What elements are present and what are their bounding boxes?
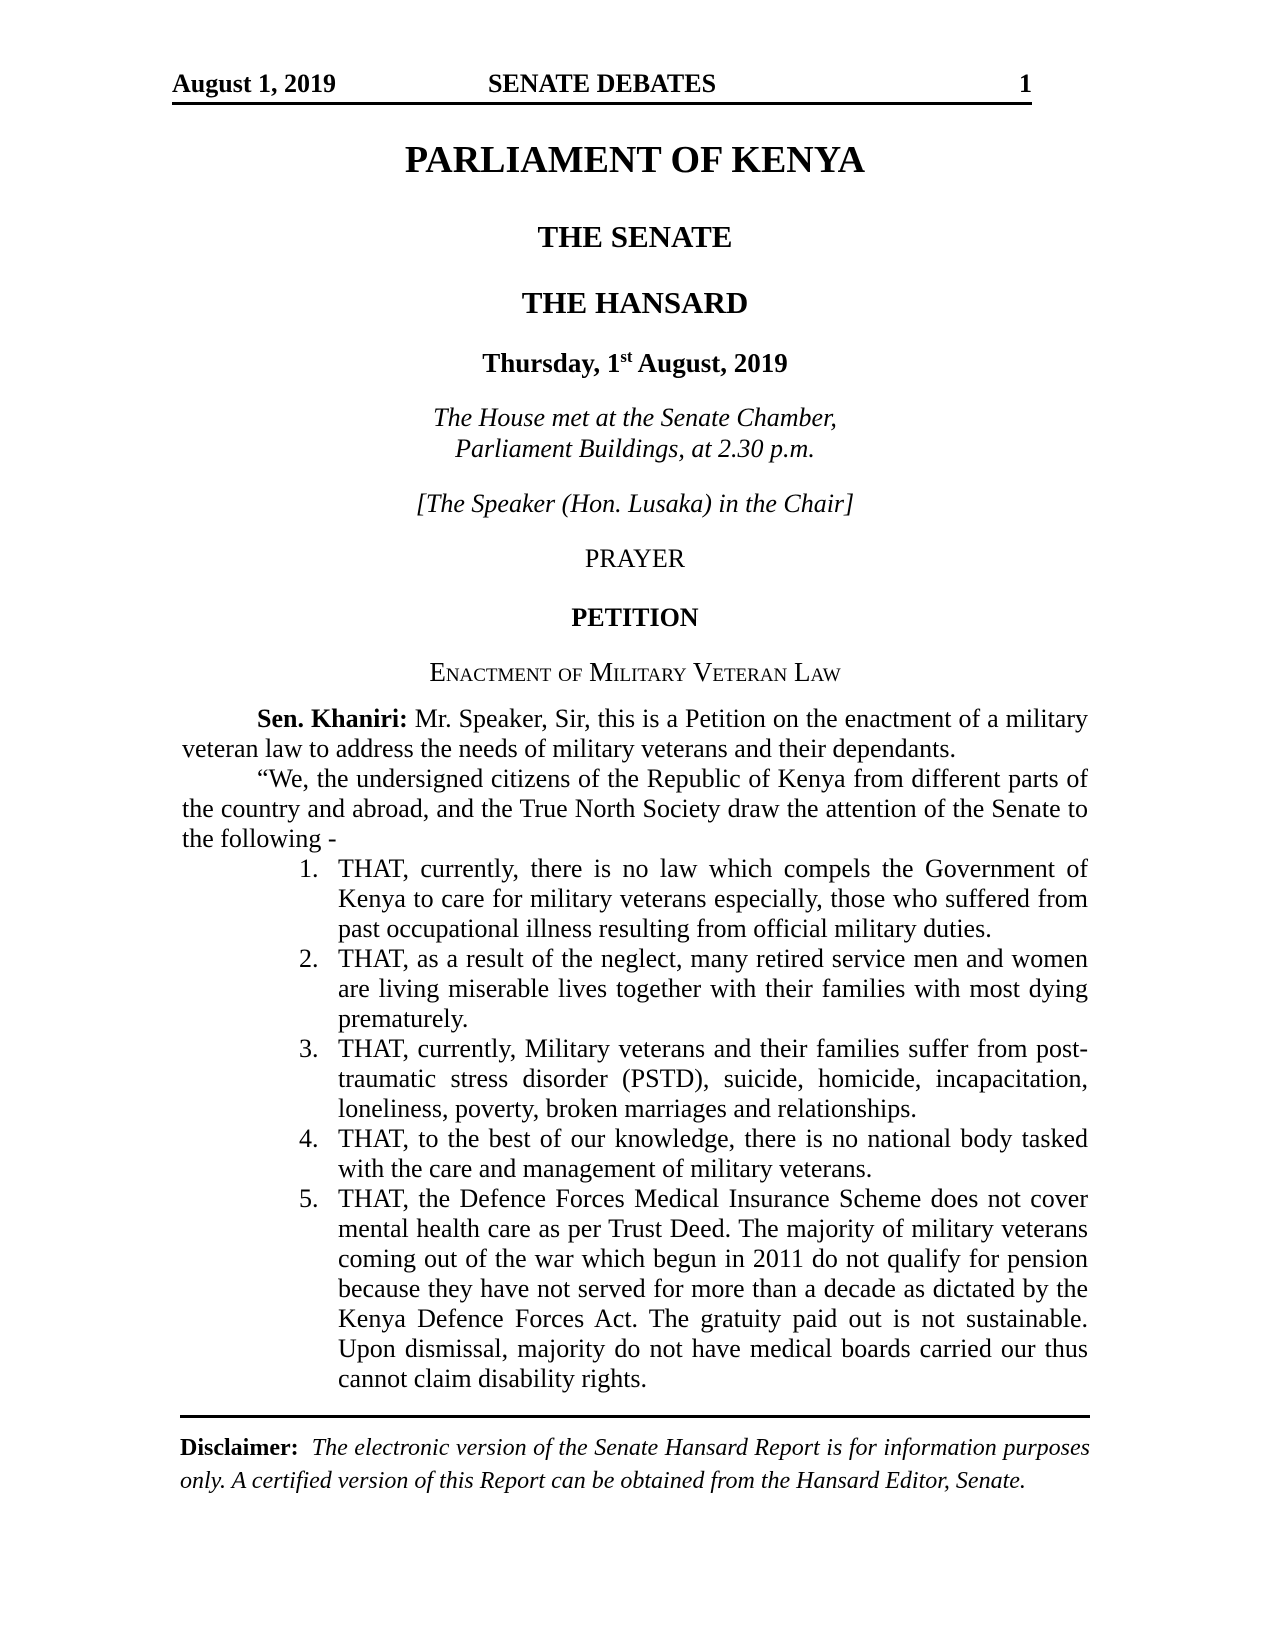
sitting-date xyxy=(182,346,1088,380)
sitting-date-ordinal: st xyxy=(620,347,633,366)
petition-item xyxy=(182,1034,1088,1124)
petition-item-number: 1. xyxy=(299,854,319,883)
petition-item xyxy=(182,854,1088,944)
header-date: August 1, 2019 xyxy=(172,69,336,98)
house-met-note xyxy=(182,402,1088,464)
petition-item xyxy=(182,944,1088,1034)
disclaimer-paragraph xyxy=(180,1432,1090,1498)
title-the-hansard: THE HANSARD xyxy=(521,285,749,320)
petition-item-number: 3. xyxy=(299,1034,319,1063)
disclaimer-label: Disclaimer: xyxy=(180,1435,299,1461)
disclaimer-text: The electronic version of the Senate Hansard Report is for information purposes only. A certified version of this Report can be obtained from the Hansard Editor, Senate. xyxy=(180,1435,1091,1494)
petition-item-text: THAT, as a result of the neglect, many retired service men and women are living miserable lives together with their families with most dying prematurely. xyxy=(338,944,1088,1033)
speaker-in-chair-note: [The Speaker (Hon. Lusaka) in the Chair] xyxy=(415,489,855,518)
section-heading-prayer: PRAYER xyxy=(584,544,686,573)
petition-item-text: THAT, currently, Military veterans and their families suffer from post-traumatic stress disorder (PSTD), suicide, homicide, incapacitation, loneliness, poverty, broken marriages and relationships. xyxy=(338,1034,1088,1123)
sitting-date-suffix: August, 2019 xyxy=(632,348,788,378)
petition-intro-paragraph: “We, the undersigned citizens of the Republic of Kenya from different parts of the country and abroad, and the True North Society draw the attention of the Senate to the following - xyxy=(182,764,1088,853)
section-heading-petition: PETITION xyxy=(571,603,699,632)
house-met-line2: Parliament Buildings, at 2.30 p.m. xyxy=(455,434,815,463)
petition-item-text: THAT, to the best of our knowledge, there is no national body tasked with the care and management of military veterans. xyxy=(338,1124,1088,1183)
document-content xyxy=(182,130,1088,1394)
petition-item xyxy=(182,1124,1088,1184)
speech-paragraph xyxy=(182,704,1088,764)
running-header xyxy=(172,70,1032,105)
petition-item-text: THAT, the Defence Forces Medical Insurance Scheme does not cover mental health care as per Trust Deed. The majority of military veterans coming out of the war which begun in 2011 do not qualify for pension because they have not served for more than a decade as dictated by the Kenya Defence Forces Act. The gratuity paid out is not sustainable. Upon dismissal, majority do not have medical boards carried our thus cannot claim disability rights. xyxy=(338,1184,1088,1393)
petition-item-text: THAT, currently, there is no law which compels the Government of Kenya to care for military veterans especially, those who suffered from past occupational illness resulting from official military duties. xyxy=(338,854,1088,943)
header-document-title: SENATE DEBATES xyxy=(487,69,717,98)
petition-items-list xyxy=(182,854,1088,1394)
petition-item-number: 4. xyxy=(299,1124,319,1153)
speech-text: Mr. Speaker, Sir, this is a Petition on the enactment of a military veteran law to address the needs of military veterans and their dependants. xyxy=(182,704,1088,763)
title-parliament-of-kenya: PARLIAMENT OF KENYA xyxy=(404,139,866,181)
petition-item-number: 2. xyxy=(299,944,319,973)
disclaimer-footer xyxy=(180,1415,1090,1498)
petition-subject-heading: Enactment of Military Veteran Law xyxy=(429,657,841,687)
petition-item-number: 5. xyxy=(299,1184,319,1213)
house-met-line1: The House met at the Senate Chamber, xyxy=(433,403,837,432)
header-page-number: 1 xyxy=(1019,69,1032,98)
petition-item xyxy=(182,1184,1088,1394)
speaker-name: Sen. Khaniri: xyxy=(257,704,408,733)
title-the-senate: THE SENATE xyxy=(537,219,733,254)
sitting-date-prefix: Thursday, 1 xyxy=(482,348,621,378)
